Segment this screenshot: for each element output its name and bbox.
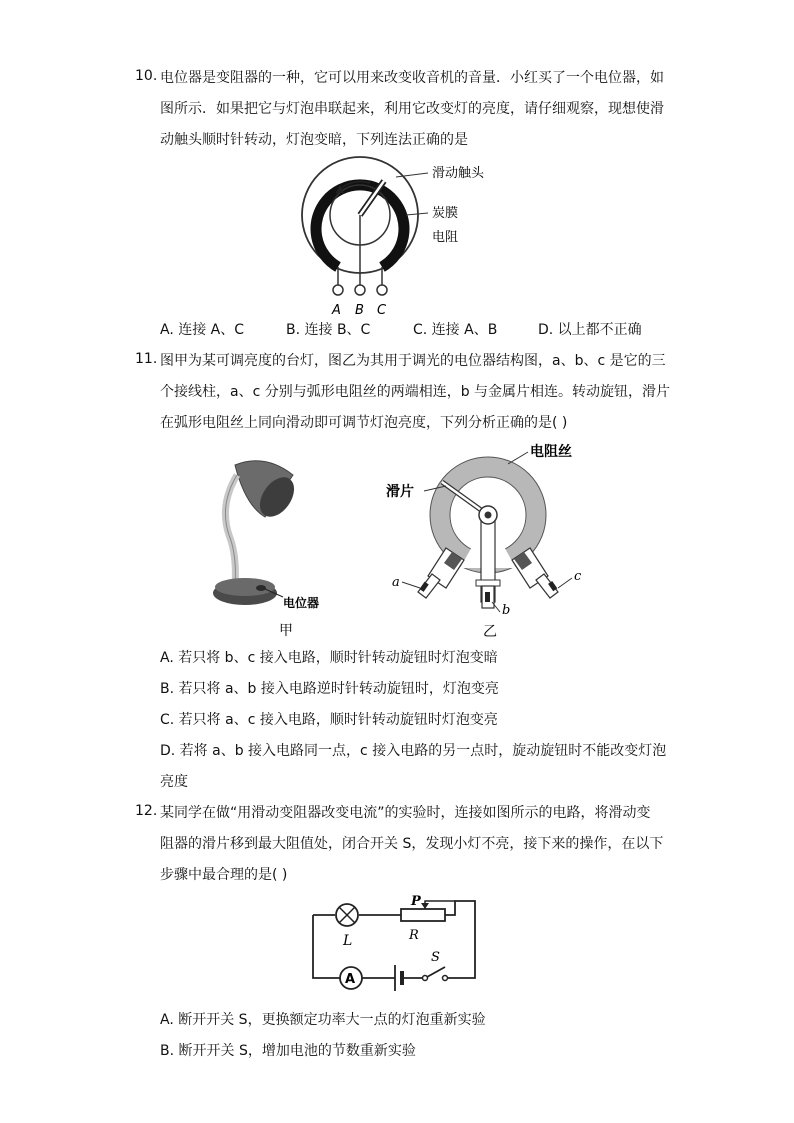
q12-resistor-symbol: [401, 909, 445, 921]
q10-option-c[interactable]: C. 连接 A、B: [413, 322, 498, 338]
q12-line-2: 阻器的滑片移到最大阻值处，闭合开关 S，发现小灯不亮，接下来的操作，在以下: [160, 836, 664, 852]
q11-caption-right: 乙: [483, 624, 497, 640]
q11-terminal-c: c: [574, 569, 582, 584]
q12-number: 12.: [135, 803, 158, 819]
q11-label-slider: 滑片: [386, 484, 414, 500]
q10-line-1: 电位器是变阻器的一种，它可以用来改变收音机的音量．小红买了一个电位器，如: [160, 70, 664, 86]
q11-option-b[interactable]: B. 若只将 a、b 接入电路逆时针转动旋钮时，灯泡变亮: [160, 681, 499, 697]
q10-line-3: 动触头顺时针转动，灯泡变暗，下列连法正确的是: [160, 132, 468, 148]
q10-terminal-b-circle: [355, 285, 365, 295]
q12-slider-arrow: [421, 903, 429, 909]
q10-terminal-c: C: [377, 303, 387, 318]
q11-line-3: 在弧形电阻丝上同向滑动即可调节灯泡亮度，下列分析正确的是( ): [160, 415, 568, 431]
q11-option-a[interactable]: A. 若只将 b、c 接入电路，顺时针转动旋钮时灯泡变暗: [160, 650, 498, 666]
q12-option-b[interactable]: B. 断开开关 S，增加电池的节数重新实验: [160, 1043, 416, 1059]
q11-number: 11.: [135, 351, 158, 367]
q10-terminal-a-circle: [333, 285, 343, 295]
q12-label-l: L: [343, 933, 353, 949]
q10-label-film-2: 电阻: [432, 230, 459, 245]
q12-option-a[interactable]: A. 断开开关 S，更换额定功率大一点的灯泡重新实验: [160, 1012, 486, 1028]
q10-number: 10.: [135, 68, 158, 84]
q11-right-lug: [512, 548, 558, 598]
q11-label-wire: 电阻丝: [530, 444, 572, 460]
q10-potentiometer-figure: [298, 155, 530, 320]
q10-option-a[interactable]: A. 连接 A、C: [160, 322, 245, 338]
q10-terminal-a: A: [332, 303, 341, 318]
q11-caption-left: 甲: [279, 623, 293, 639]
q11-lamp-figure: [205, 455, 345, 645]
q11-option-c[interactable]: C. 若只将 a、c 接入电路，顺时针转动旋钮时灯泡变亮: [160, 712, 498, 728]
q10-label-contact: 滑动触头: [432, 166, 485, 181]
q11-line-1: 图甲为某可调亮度的台灯，图乙为其用于调光的电位器结构图，a、b、c 是它的三: [160, 353, 666, 369]
q12-label-r: R: [409, 928, 419, 943]
q11-line-2: 个接线柱，a、c 分别与弧形电阻丝的两端相连，b 与金属片相连。转动旋钮，滑片: [160, 384, 671, 400]
q12-label-p: P: [411, 894, 421, 909]
q10-terminal-b: B: [355, 303, 364, 318]
q10-option-b[interactable]: B. 连接 B、C: [286, 322, 371, 338]
q12-switch-blade: [427, 967, 445, 977]
q12-line-3: 步骤中最合理的是( ): [160, 867, 288, 883]
q12-label-s: S: [431, 950, 440, 965]
q11-lamp-knob: [256, 585, 266, 591]
q11-terminal-a: a: [392, 575, 400, 590]
q10-option-d[interactable]: D. 以上都不正确: [538, 322, 642, 338]
q10-label-film-1: 炭膜: [432, 206, 459, 221]
q10-terminal-c-circle: [377, 285, 387, 295]
q11-terminal-b: b: [502, 603, 511, 618]
q11-option-d-cont: 亮度: [160, 774, 188, 790]
q12-label-a: A: [345, 972, 356, 987]
q10-line-2: 图所示．如果把它与灯泡串联起来，利用它改变灯的亮度，请仔细观察，现想使滑: [160, 101, 664, 117]
q11-option-d[interactable]: D. 若将 a、b 接入电路同一点，c 接入电路的另一点时，旋动旋钮时不能改变灯泡: [160, 743, 667, 759]
q12-line-1: 某同学在做“用滑动变阻器改变电流”的实验时，连接如图所示的电路，将滑动变: [160, 805, 651, 821]
q12-circuit-figure: [305, 893, 485, 998]
q11-left-lug: [418, 548, 464, 598]
q11-structure-figure: [380, 440, 600, 645]
q11-lamp-label: 电位器: [283, 596, 320, 610]
